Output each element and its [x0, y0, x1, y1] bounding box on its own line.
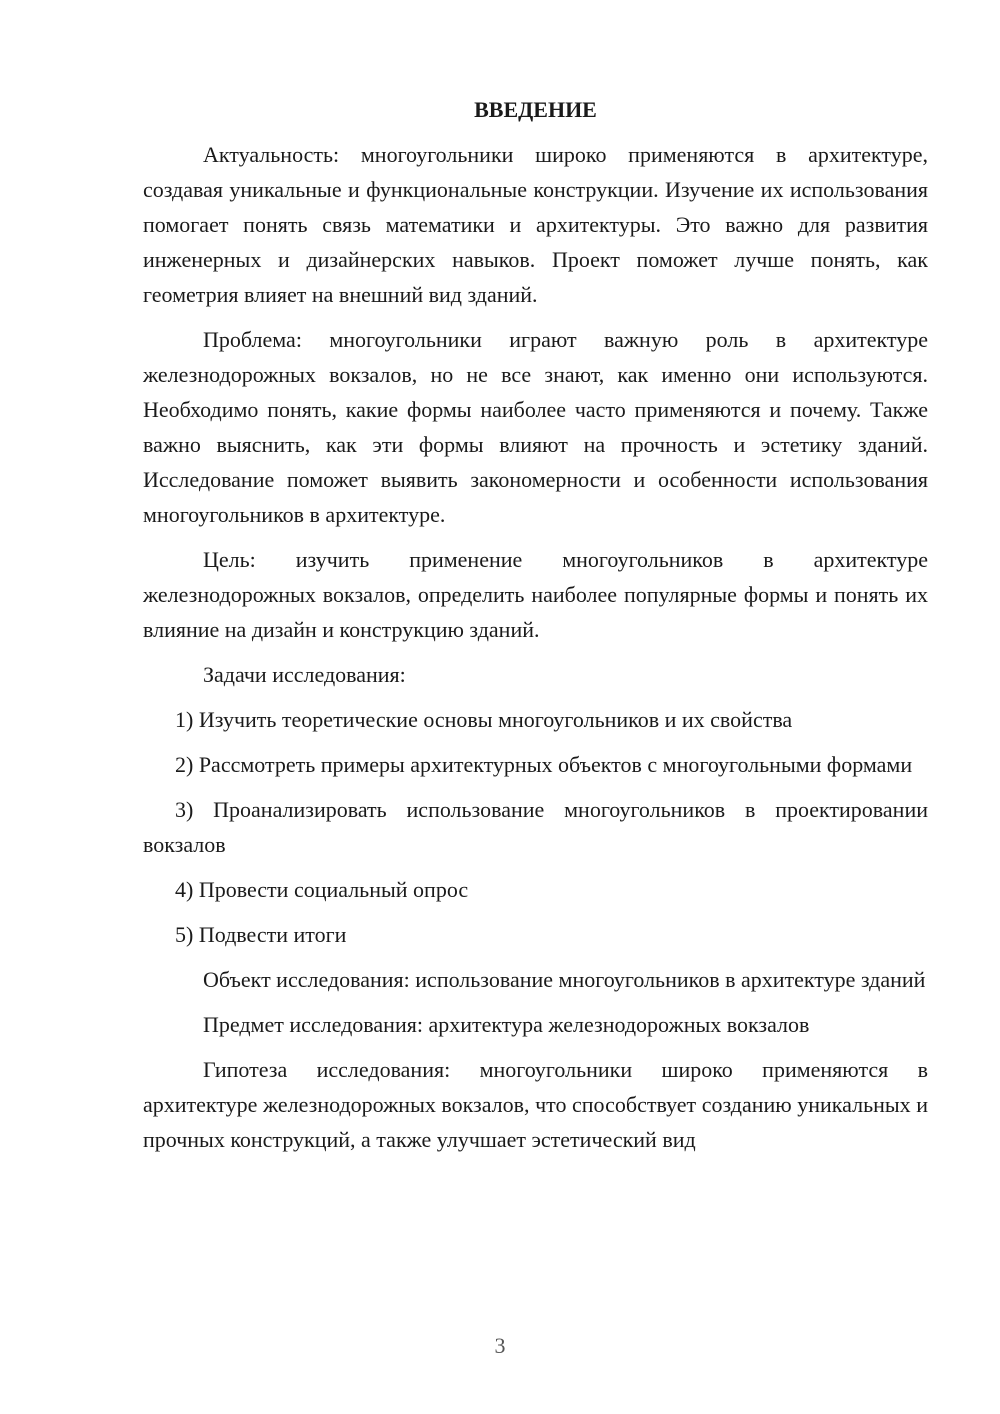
task-item-5: 5) Подвести итоги — [175, 922, 347, 947]
tasks-heading: Задачи исследования: — [203, 662, 406, 687]
goal-paragraph: Цель: изучить применение многоугольников в архитектуре железнодорожных вокзалов, определить наиболее популярные формы и понять их влияние на дизайн и конструкцию зданий. — [143, 547, 928, 642]
task-item-2: 2) Рассмотреть примеры архитектурных объектов с многоугольными формами — [175, 752, 913, 777]
problem-paragraph: Проблема: многоугольники играют важную роль в архитектуре железнодорожных вокзалов, но не все знают, как именно они используются. Необходимо понять, какие формы наиболее часто применяются и почему. Также важно выяснить, как эти формы влияют на прочность и эстетику зданий. Исследование поможет выявить закономерности и особенности использования многоугольников в архитектуре. — [143, 327, 928, 527]
task-item-1: 1) Изучить теоретические основы многоугольников и их свойства — [175, 707, 793, 732]
subject-paragraph: Предмет исследования: архитектура железнодорожных вокзалов — [203, 1012, 810, 1037]
page-number: 3 — [494, 1333, 506, 1358]
page-title: ВВЕДЕНИЕ — [474, 97, 597, 122]
task-item-4: 4) Провести социальный опрос — [175, 877, 469, 902]
task-item-3: 3) Проанализировать использование многоугольников в проектировании вокзалов — [143, 797, 928, 857]
object-paragraph: Объект исследования: использование многоугольников в архитектуре зданий — [203, 967, 926, 992]
hypothesis-paragraph: Гипотеза исследования: многоугольники широко применяются в архитектуре железнодорожных вокзалов, что способствует созданию уникальных и прочных конструкций, а также улучшает эстетический вид — [143, 1057, 928, 1152]
page-content — [143, 92, 928, 1167]
relevance-paragraph: Актуальность: многоугольники широко применяются в архитектуре, создавая уникальные и функциональные конструкции. Изучение их использования помогает понять связь математики и архитектуры. Это важно для развития инженерных и дизайнерских навыков. Проект поможет лучше понять, как геометрия влияет на внешний вид зданий. — [143, 142, 928, 307]
